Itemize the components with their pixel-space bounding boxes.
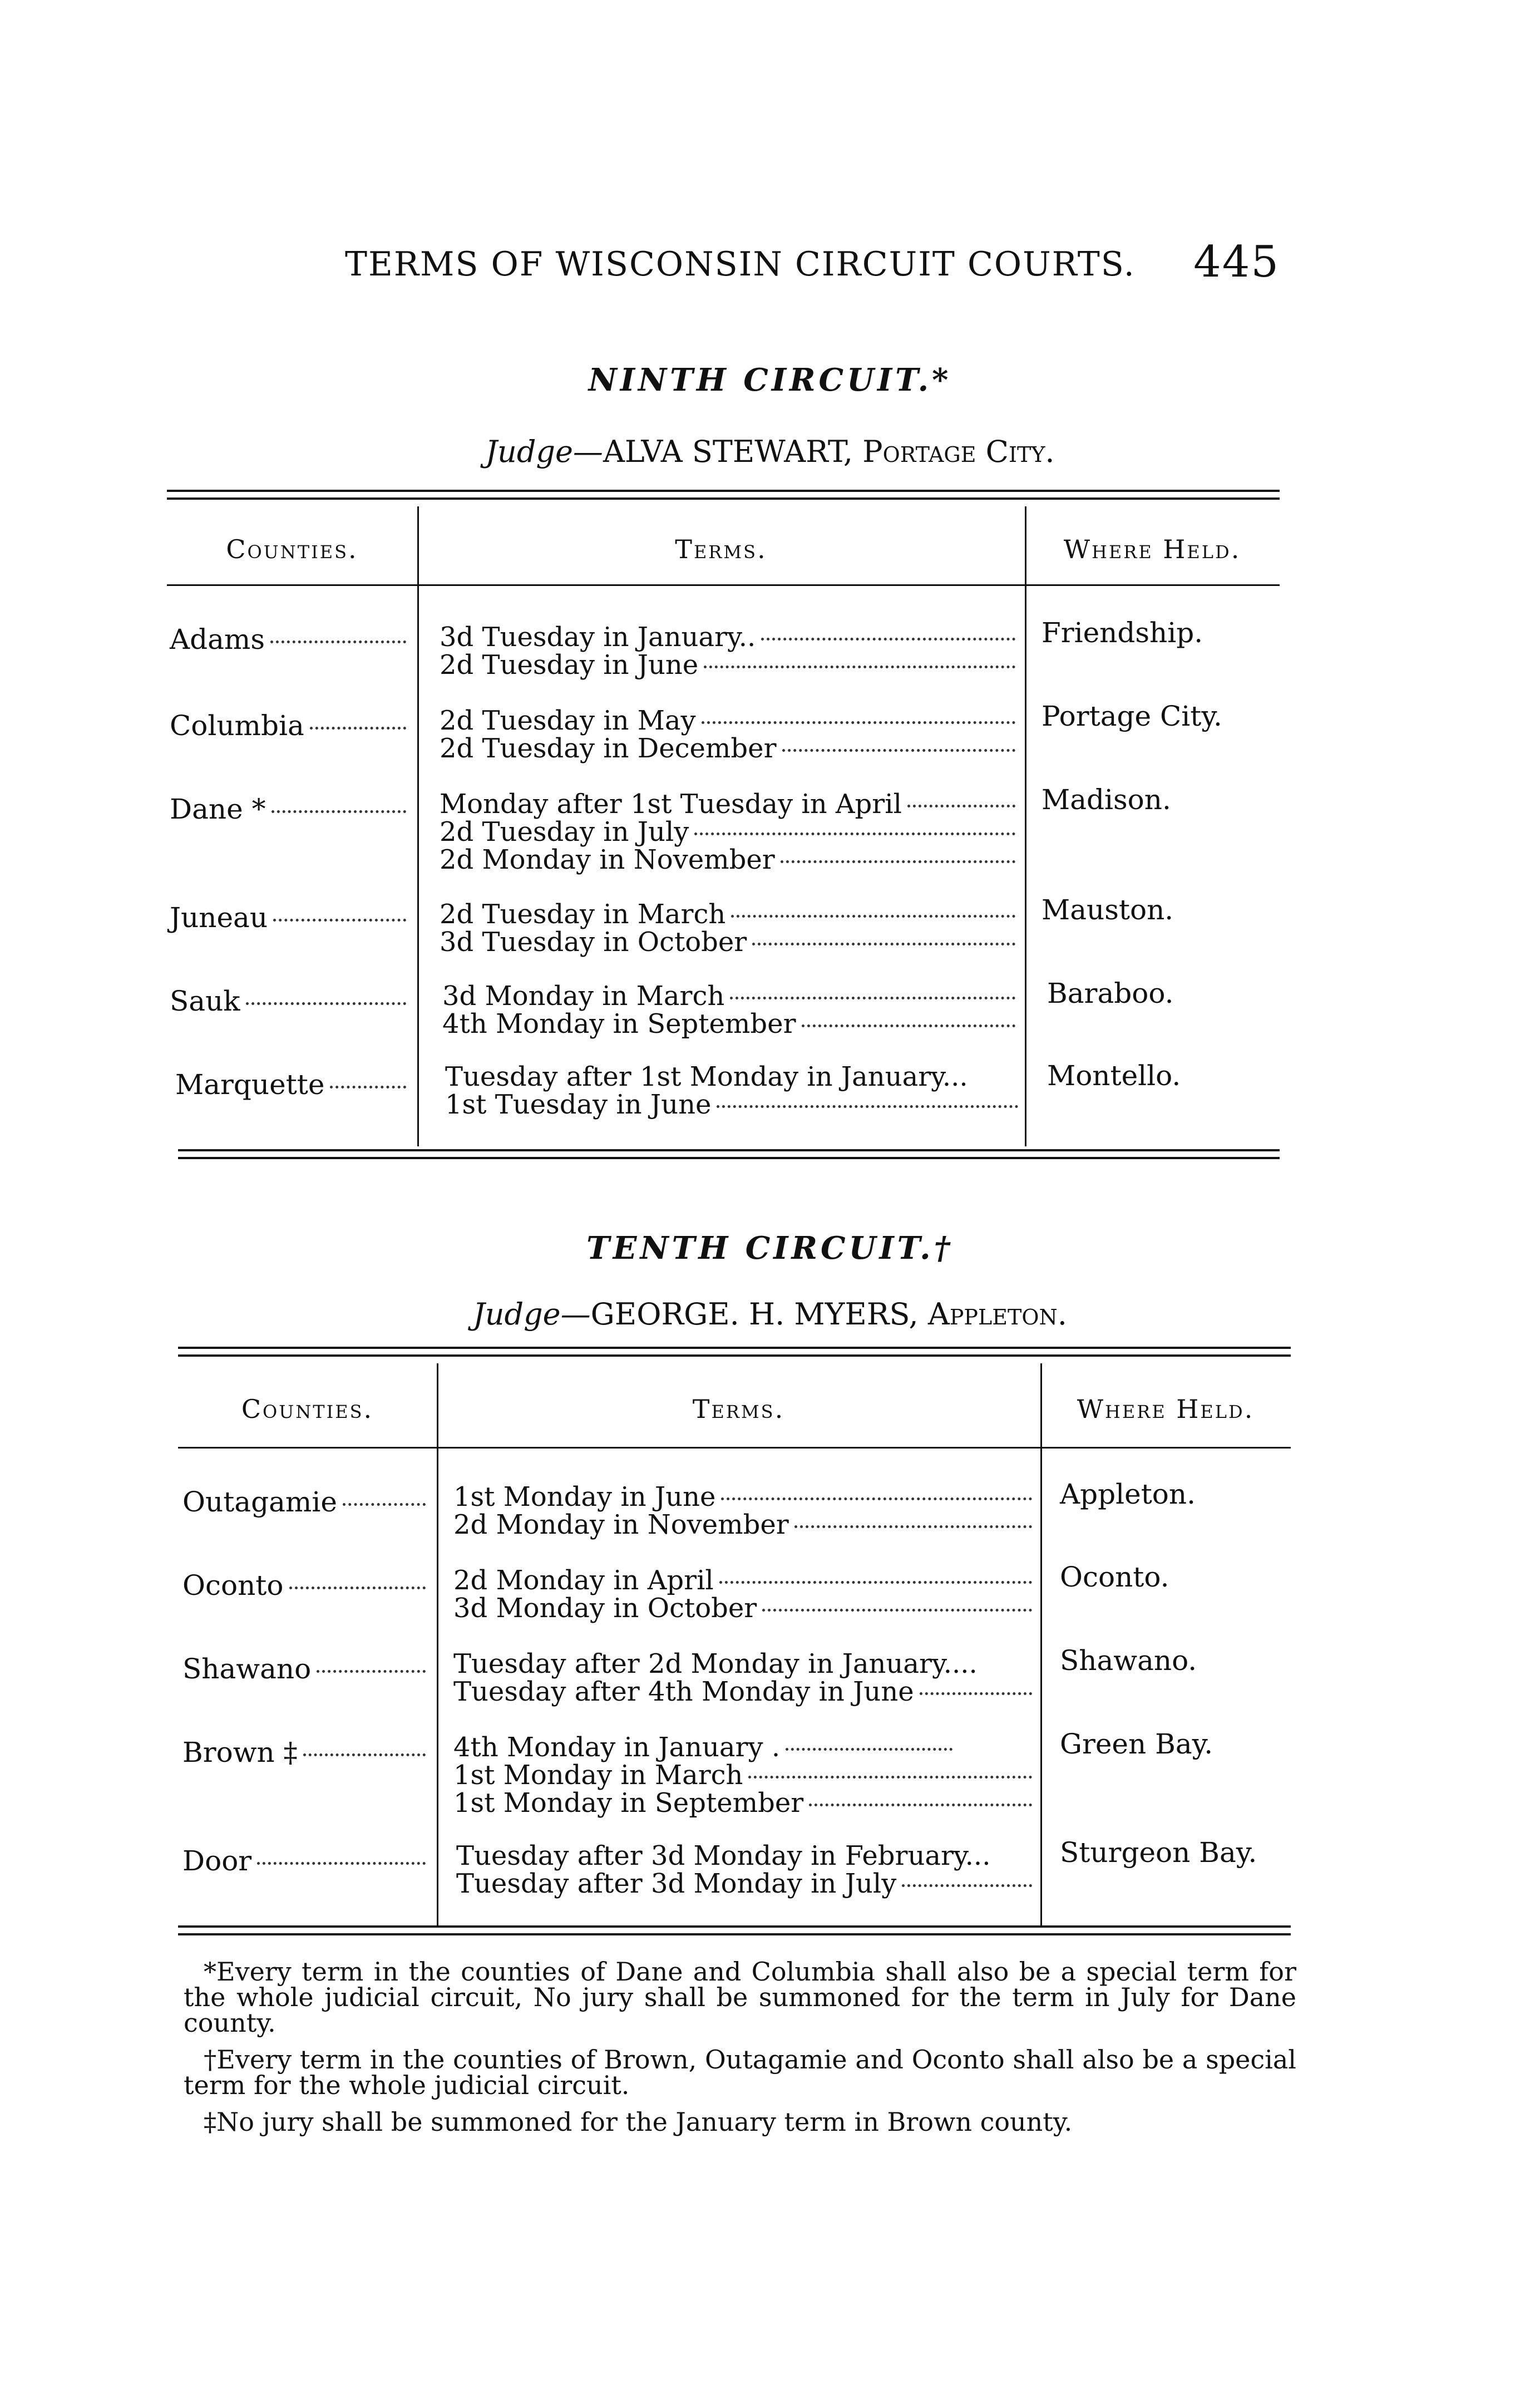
dot-leader [273, 919, 406, 922]
where-held: Green Bay. [1060, 1728, 1213, 1760]
judge-place: Appleton. [927, 1297, 1067, 1332]
term-entry: 2d Monday in April [453, 1565, 714, 1596]
term-entry: 3d Monday in October [453, 1593, 757, 1624]
where-held: Shawano. [1060, 1644, 1197, 1677]
table-top-rule [167, 490, 1280, 492]
dot-leader [310, 727, 406, 730]
term-entry: Tuesday after 3d Monday in July [456, 1868, 897, 1899]
where-held: Sturgeon Bay. [1060, 1836, 1257, 1869]
footnote-text: *Every term in the counties of Dane and Columbia shall also be a special term for the whole judicial circuit, No jury shall be summoned for the term in July for Dane county. [184, 1957, 1296, 2038]
where-held: Appleton. [1060, 1478, 1196, 1510]
court-table-tenth [178, 1347, 1291, 1948]
term-entry: 1st Monday in September [453, 1787, 804, 1819]
dot-leader [317, 1670, 426, 1673]
circuit-title-tenth: TENTH CIRCUIT.† [586, 1230, 954, 1267]
term-list [440, 790, 1015, 874]
header-rule [178, 1447, 1291, 1449]
term-entry: 2d Tuesday in July [440, 816, 689, 848]
county-name: Shawano [182, 1653, 426, 1685]
term-list [440, 623, 1015, 679]
judge-name: GEORGE. H. MYERS, [590, 1297, 928, 1332]
footnotes [184, 1959, 1296, 2146]
term-list [453, 1483, 1032, 1539]
column-divider [1025, 506, 1026, 1146]
term-list [453, 1650, 1032, 1706]
county-name: Marquette [175, 1068, 406, 1101]
dot-leader [330, 1086, 406, 1088]
where-held: Mauston. [1042, 894, 1174, 926]
footnote-dane-columbia [184, 1959, 1296, 2036]
county-name: Juneau [170, 902, 406, 934]
footnote-text: ‡No jury shall be summoned for the January term in Brown county. [204, 2107, 1073, 2137]
term-entry: 3d Tuesday in January.. [440, 622, 756, 653]
term-entry: 4th Monday in January . [453, 1732, 781, 1763]
dot-leader [343, 1503, 426, 1506]
term-entry: Tuesday after 4th Monday in June [453, 1676, 914, 1707]
county-name: Door [182, 1845, 426, 1877]
term-entry: 1st Monday in March [453, 1760, 743, 1791]
dot-leader [246, 1002, 406, 1005]
header-rule [167, 584, 1280, 586]
judge-place: Portage City. [862, 434, 1055, 469]
county-name: Brown ‡ [182, 1736, 426, 1768]
term-list [440, 900, 1015, 956]
dot-leader [257, 1862, 426, 1865]
dot-leader [270, 641, 406, 643]
term-list [442, 982, 1015, 1038]
term-entry: Tuesday after 1st Monday in January... [445, 1061, 968, 1092]
term-entry: 3d Tuesday in October [440, 927, 747, 958]
term-list [453, 1566, 1032, 1622]
county-name: Oconto [182, 1569, 426, 1602]
term-entry: 2d Tuesday in May [440, 705, 696, 736]
col-header-counties: Counties. [241, 1394, 374, 1424]
county-name: Outagamie [182, 1486, 426, 1518]
term-entry: 3d Monday in March [442, 981, 725, 1012]
county-name: Dane * [170, 793, 406, 825]
term-list [445, 1063, 1018, 1119]
term-list [440, 707, 1015, 762]
where-held: Madison. [1042, 784, 1171, 816]
county-name: Columbia [170, 710, 406, 742]
col-header-counties: Counties. [226, 534, 358, 564]
table-bottom-rule [178, 1149, 1280, 1151]
term-entry: 2d Tuesday in June [440, 649, 699, 681]
term-entry: 1st Tuesday in June [445, 1089, 712, 1120]
page-number: 445 [1193, 237, 1280, 287]
where-held: Montello. [1047, 1060, 1181, 1092]
term-entry: Tuesday after 3d Monday in February... [456, 1840, 991, 1871]
where-held: Baraboo. [1047, 977, 1174, 1009]
where-held: Portage City. [1042, 700, 1222, 732]
table-bottom-rule [178, 1925, 1291, 1928]
judge-line-ninth [0, 434, 1540, 469]
court-table-ninth [167, 490, 1280, 1169]
column-divider [417, 506, 419, 1146]
dot-leader [289, 1587, 426, 1589]
judge-prefix: Judge— [473, 1297, 591, 1332]
dot-leader [303, 1753, 426, 1756]
footnote-brown-january [184, 2109, 1296, 2135]
judge-line-tenth [0, 1297, 1540, 1332]
dot-leader [272, 810, 406, 813]
footnote-text: †Every term in the counties of Brown, Outagamie and Oconto shall also be a special term for the whole judicial circuit. [184, 2045, 1296, 2100]
term-list [453, 1733, 1032, 1817]
term-entry: 2d Monday in November [453, 1509, 789, 1540]
term-entry: 2d Tuesday in December [440, 733, 777, 764]
circuit-title-ninth: NINTH CIRCUIT.* [588, 362, 952, 398]
where-held: Oconto. [1060, 1561, 1169, 1593]
term-entry: 1st Monday in June [453, 1481, 716, 1513]
term-entry: Tuesday after 2d Monday in January.... [453, 1648, 978, 1679]
col-header-where-held: Where Held. [1077, 1394, 1255, 1424]
term-entry: 2d Tuesday in March [440, 899, 726, 930]
term-entry: 2d Monday in November [440, 844, 775, 875]
footnote-brown-outagamie-oconto [184, 2047, 1296, 2098]
county-name: Adams [170, 623, 406, 656]
term-entry: 4th Monday in September [442, 1008, 796, 1040]
page-header-title: TERMS OF WISCONSIN CIRCUIT COURTS. [345, 245, 1136, 284]
col-header-terms: Terms. [692, 1394, 785, 1424]
col-header-where-held: Where Held. [1063, 534, 1241, 564]
judge-name: ALVA STEWART, [603, 434, 863, 469]
col-header-terms: Terms. [675, 534, 767, 564]
county-name: Sauk [170, 985, 406, 1017]
term-list [456, 1842, 1032, 1898]
where-held: Friendship. [1042, 617, 1203, 649]
judge-prefix: Judge— [485, 434, 603, 469]
term-entry: Monday after 1st Tuesday in April [440, 789, 902, 820]
table-top-rule [178, 1347, 1291, 1349]
